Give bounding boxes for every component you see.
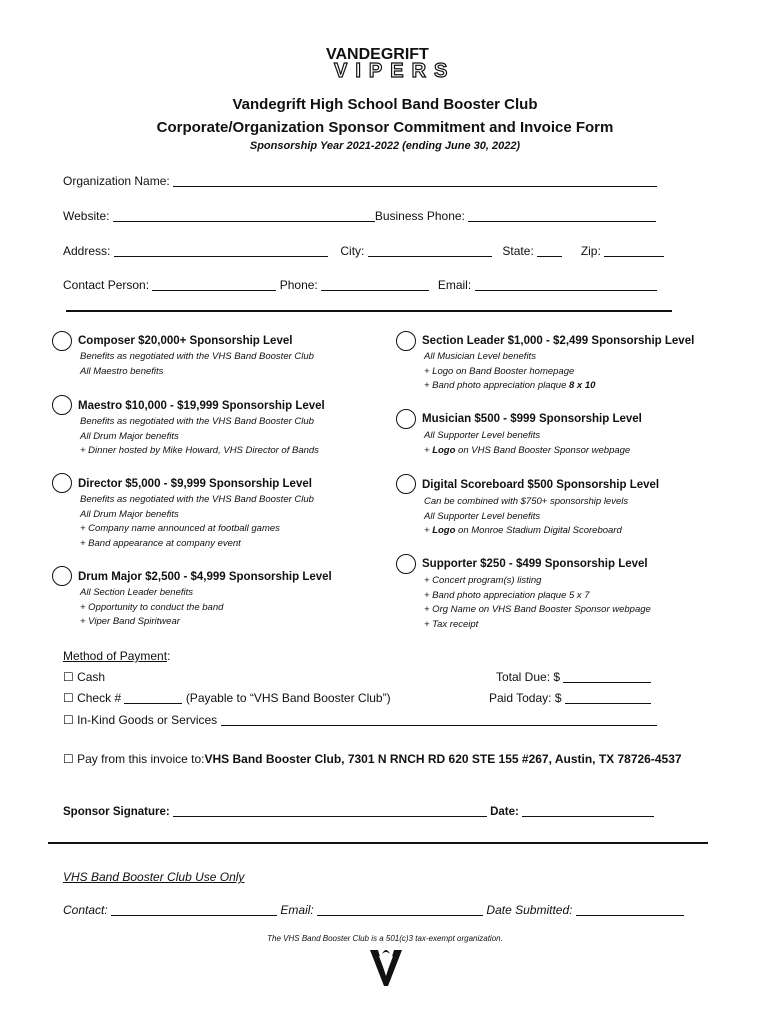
invoice-address: VHS Band Booster Club, 7301 N RNCH RD 620 STE 155 #267, Austin, TX 78726-4537 xyxy=(204,752,682,766)
phone-field[interactable] xyxy=(321,278,429,291)
check-option[interactable]: ☐ Check # xyxy=(63,691,122,705)
drum-major-benefits xyxy=(80,586,223,630)
digital-scoreboard-benefits xyxy=(424,495,628,539)
office-divider xyxy=(48,842,708,844)
musician-level-title: Musician $500 - $999 Sponsorship Level xyxy=(422,413,642,425)
zip-label: Zip: xyxy=(580,244,601,258)
composer-benefits xyxy=(80,350,314,379)
business-phone-label: Business Phone: xyxy=(374,209,465,223)
org-name-label: Organization Name: xyxy=(63,174,170,188)
inkind-row xyxy=(63,713,657,727)
inkind-option[interactable]: ☐ In-Kind Goods or Services xyxy=(63,713,218,727)
drum-major-level-radio[interactable] xyxy=(52,566,72,586)
invoice-option[interactable]: ☐ Pay from this invoice to: xyxy=(63,752,205,766)
benefit-line xyxy=(424,444,630,459)
paid-today-field[interactable] xyxy=(565,691,651,704)
state-label: State: xyxy=(502,244,534,258)
maestro-level-radio[interactable] xyxy=(52,395,72,415)
benefit-line: Benefits as negotiated with the VHS Band Booster Club xyxy=(80,416,314,427)
signature-date-field[interactable] xyxy=(522,804,654,817)
director-benefits xyxy=(80,493,314,551)
total-due-field[interactable] xyxy=(563,670,651,683)
form-title-2: Corporate/Organization Sponsor Commitment and Invoice Form xyxy=(156,119,614,136)
viper-v-logo xyxy=(368,946,404,988)
office-email-field[interactable] xyxy=(317,903,483,916)
logo-text-vandegrift: VANDEGRIFT xyxy=(326,46,429,63)
org-name-field[interactable] xyxy=(173,174,657,187)
org-name-row xyxy=(63,174,657,188)
contact-person-field[interactable] xyxy=(152,278,276,291)
benefit-line: + Logo on Band Booster homepage xyxy=(424,365,575,377)
address-field[interactable] xyxy=(114,244,328,257)
email-field[interactable] xyxy=(475,278,657,291)
logo-emphasis: Logo xyxy=(432,525,456,536)
benefit-line: Benefits as negotiated with the VHS Band Booster Club xyxy=(80,351,314,362)
benefit-line xyxy=(424,524,628,539)
benefit-line: All Maestro benefits xyxy=(80,365,164,377)
benefit-line: Benefits as negotiated with the VHS Band Booster Club xyxy=(80,494,314,505)
section-leader-benefits xyxy=(424,350,595,394)
benefit-text: + xyxy=(424,525,433,536)
check-payable-note: (Payable to “VHS Band Booster Club”) xyxy=(185,691,391,705)
address-label: Address: xyxy=(63,244,111,258)
contact-row xyxy=(63,278,657,292)
benefit-line: All Supporter Level benefits xyxy=(424,510,541,522)
signature-row xyxy=(63,804,654,818)
supporter-benefits xyxy=(424,574,651,632)
total-due-label: Total Due: $ xyxy=(496,670,561,684)
section-leader-level-radio[interactable] xyxy=(396,331,416,351)
benefit-text: + Band photo appreciation plaque xyxy=(424,380,569,391)
benefit-line: All Musician Level benefits xyxy=(424,351,536,362)
composer-level-radio[interactable] xyxy=(52,331,72,351)
benefit-line: + Org Name on VHS Band Booster Sponsor webpage xyxy=(424,604,651,615)
section-leader-level-title: Section Leader $1,000 - $2,499 Sponsorship Level xyxy=(422,335,695,347)
maestro-benefits xyxy=(80,415,319,459)
website-field[interactable] xyxy=(113,209,375,222)
payment-heading-text: Method of Payment xyxy=(63,649,168,663)
check-row xyxy=(63,691,391,705)
signature-label: Sponsor Signature: xyxy=(63,806,170,818)
section-divider xyxy=(66,310,672,312)
office-contact-row xyxy=(63,903,684,917)
cash-option[interactable]: ☐ Cash xyxy=(63,670,106,684)
city-label: City: xyxy=(340,244,365,258)
tax-exempt-note: The VHS Band Booster Club is a 501(c)3 tax-exempt organization. xyxy=(267,934,503,943)
form-title-1: Vandegrift High School Band Booster Club xyxy=(232,96,538,113)
maestro-level-title: Maestro $10,000 - $19,999 Sponsorship Level xyxy=(78,400,325,412)
benefit-line: + Band appearance at company event xyxy=(80,537,241,549)
logo-emphasis: Logo xyxy=(432,444,456,456)
contact-person-label: Contact Person: xyxy=(63,278,150,292)
supporter-level-radio[interactable] xyxy=(396,554,416,574)
office-email-label: Email: xyxy=(280,903,314,917)
city-field[interactable] xyxy=(368,244,492,257)
website-label: Website: xyxy=(63,209,110,223)
benefit-line: + Tax receipt xyxy=(424,618,479,630)
check-number-field[interactable] xyxy=(124,691,182,704)
director-level-radio[interactable] xyxy=(52,473,72,493)
plaque-size: 8 x 10 xyxy=(569,380,596,391)
inkind-field[interactable] xyxy=(221,713,657,726)
phone-label: Phone: xyxy=(279,278,318,292)
total-due-row xyxy=(496,670,651,684)
benefit-text: on VHS Band Booster Sponsor webpage xyxy=(455,444,631,456)
musician-benefits xyxy=(424,429,630,458)
benefit-line: + Company name announced at football games xyxy=(80,523,280,534)
digital-scoreboard-level-radio[interactable] xyxy=(396,474,416,494)
invoice-row xyxy=(63,752,682,766)
signature-date-label: Date: xyxy=(490,806,519,818)
benefit-line: All Drum Major benefits xyxy=(80,508,179,520)
benefit-line: + Viper Band Spiritwear xyxy=(80,616,180,627)
benefit-line: All Supporter Level benefits xyxy=(424,430,541,441)
musician-level-radio[interactable] xyxy=(396,409,416,429)
benefit-text: + xyxy=(424,444,433,456)
benefit-text: on Monroe Stadium Digital Scoreboard xyxy=(455,525,622,536)
director-level-title: Director $5,000 - $9,999 Sponsorship Level xyxy=(78,478,312,490)
vandegrift-vipers-logo xyxy=(326,46,456,82)
address-row xyxy=(63,244,664,258)
supporter-level-title: Supporter $250 - $499 Sponsorship Level xyxy=(422,558,648,570)
form-subtitle: Sponsorship Year 2021-2022 (ending June 30, 2022) xyxy=(249,140,521,152)
signature-field[interactable] xyxy=(173,804,487,817)
payment-heading xyxy=(63,649,170,663)
state-field[interactable] xyxy=(537,244,562,257)
benefit-line: All Section Leader benefits xyxy=(80,587,194,598)
office-use-heading: VHS Band Booster Club Use Only xyxy=(63,870,245,884)
benefit-line: All Drum Major benefits xyxy=(80,430,179,442)
zip-field[interactable] xyxy=(604,244,664,257)
paid-today-row xyxy=(489,691,651,705)
office-contact-field[interactable] xyxy=(111,903,277,916)
composer-level-title: Composer $20,000+ Sponsorship Level xyxy=(78,335,293,347)
benefit-line: + Band photo appreciation plaque 5 x 7 xyxy=(424,589,590,601)
benefit-line: Can be combined with $750+ sponsorship levels xyxy=(424,496,629,507)
digital-scoreboard-level-title: Digital Scoreboard $500 Sponsorship Level xyxy=(422,479,660,491)
email-label: Email: xyxy=(437,278,472,292)
payment-heading-colon: : xyxy=(167,649,171,663)
office-date-label: Date Submitted: xyxy=(486,903,573,917)
drum-major-level-title: Drum Major $2,500 - $4,999 Sponsorship Level xyxy=(78,571,332,583)
office-date-field[interactable] xyxy=(576,903,684,916)
paid-today-label: Paid Today: $ xyxy=(489,691,562,705)
office-contact-label: Contact: xyxy=(63,903,108,917)
logo-text-vipers: VIPERS xyxy=(334,60,456,82)
business-phone-field[interactable] xyxy=(468,209,656,222)
website-row xyxy=(63,209,656,223)
benefit-line: + Concert program(s) listing xyxy=(424,575,542,586)
benefit-line: + Opportunity to conduct the band xyxy=(80,601,224,613)
benefit-line xyxy=(424,379,595,394)
benefit-line: + Dinner hosted by Mike Howard, VHS Director of Bands xyxy=(80,445,319,456)
